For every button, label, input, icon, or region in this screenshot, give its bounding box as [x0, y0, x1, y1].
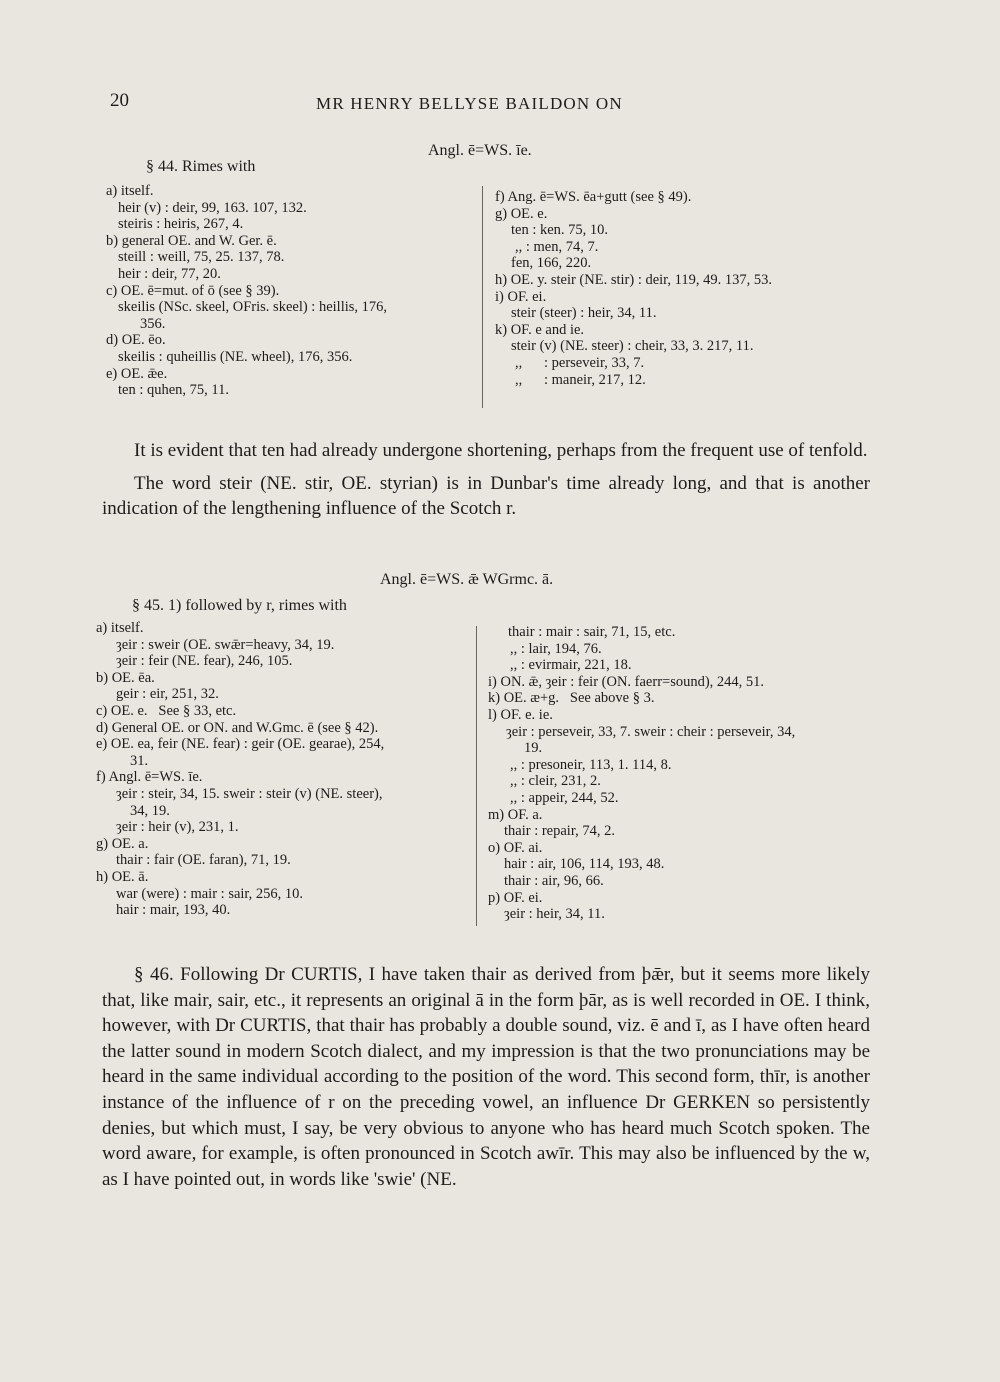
s44-left-line: e) OE. ǣe.: [106, 365, 168, 382]
s45-left-line: 31.: [130, 752, 149, 769]
s45-right-line: ,, : evirmair, 221, 18.: [510, 657, 632, 674]
s45-left-line: 34, 19.: [130, 802, 170, 819]
s45-right-line: ȝeir : perseveir, 33, 7. sweir : cheir : perseveir, 34,: [506, 723, 796, 740]
s45-right-line: i) ON. ǣ, ȝeir : feir (ON. faerr=sound), 244, 51.: [488, 673, 765, 690]
s44-right-line: ,, : maneir, 217, 12.: [515, 371, 646, 388]
s45-header: Angl. ē=WS. ǣ WGrmc. ā.: [380, 571, 554, 588]
s44-right-line: steir (steer) : heir, 34, 11.: [511, 305, 657, 322]
s45-left-line: a) itself.: [96, 620, 144, 636]
s44-right-line: i) OF. ei.: [495, 288, 547, 305]
s45-right-line: thair : mair : sair, 71, 15, etc.: [508, 624, 676, 640]
s44-right-line: fen, 166, 220.: [511, 255, 592, 272]
s44-left-line: d) OE. ēo.: [106, 332, 166, 349]
s44-left-line: c) OE. ē=mut. of ō (see § 39).: [106, 282, 280, 299]
s45-left-line: geir : eir, 251, 32.: [116, 686, 219, 703]
s45-left-line: thair : fair (OE. faran), 71, 19.: [116, 852, 291, 869]
s45-right-line: k) OE. æ+g. See above § 3.: [488, 690, 655, 707]
s44-left-line: skeilis (NSc. skeel, OFris. skeel) : heillis, 176,: [118, 299, 388, 316]
s45-left-column: [96, 620, 384, 919]
s44-right-column: [495, 189, 772, 388]
s45-left-line: ȝeir : sweir (OE. swǣr=heavy, 34, 19.: [116, 636, 335, 653]
s45-right-line: ȝeir : heir, 34, 11.: [504, 906, 605, 923]
s45-right-line: 19.: [524, 740, 543, 757]
s45-right-line: thair : repair, 74, 2.: [504, 823, 615, 840]
s44-left-line: heir (v) : deir, 99, 163. 107, 132.: [118, 199, 307, 216]
s44-right-line: f) Ang. ē=WS. ēa+gutt (see § 49).: [495, 189, 692, 205]
s45-left-line: b) OE. ēa.: [96, 669, 155, 686]
s45-right-column: [488, 624, 795, 923]
s45-right-line: o) OF. ai.: [488, 839, 543, 856]
s44-right-line: steir (v) (NE. steer) : cheir, 33, 3. 217, 11.: [511, 338, 754, 355]
s45-left-line: g) OE. a.: [96, 835, 149, 852]
column-divider: [476, 626, 477, 926]
s44-right-line: ten : ken. 75, 10.: [511, 222, 609, 239]
s44-left-line: a) itself.: [106, 183, 154, 199]
s44-right-line: ,, : perseveir, 33, 7.: [515, 354, 645, 371]
s44-header: Angl. ē=WS. īe.: [428, 142, 532, 159]
s44-left-line: ten : quhen, 75, 11.: [118, 382, 230, 399]
paragraph: It is evident that ten had already undergone shortening, perhaps from the frequent use of tenfold.: [134, 440, 868, 461]
s45-title: § 45. 1) followed by r, rimes with: [132, 597, 347, 614]
s44-left-line: b) general OE. and W. Ger. ē.: [106, 232, 277, 249]
column-divider: [482, 186, 483, 408]
s45-left-line: c) OE. e. See § 33, etc.: [96, 702, 237, 719]
s44-left-line: 356.: [140, 315, 166, 332]
s44-title: § 44. Rimes with: [146, 158, 256, 175]
s44-left-line: skeilis : quheillis (NE. wheel), 176, 356.: [118, 348, 353, 365]
s45-left-line: h) OE. ā.: [96, 868, 149, 885]
section-46-paragraph: [102, 962, 870, 1192]
s44-left-line: steill : weill, 75, 25. 137, 78.: [118, 249, 285, 266]
s45-left-line: ȝeir : heir (v), 231, 1.: [116, 819, 239, 836]
s45-left-line: f) Angl. ē=WS. īe.: [96, 769, 203, 786]
s44-right-line: k) OF. e and ie.: [495, 321, 585, 338]
s45-left-line: ȝeir : feir (NE. fear), 246, 105.: [116, 653, 293, 670]
s45-right-line: thair : air, 96, 66.: [504, 872, 604, 889]
s45-left-line: e) OE. ea, feir (NE. fear) : geir (OE. gearae), 254,: [96, 736, 385, 753]
paragraph: The word steir (NE. stir, OE. styrian) is in Dunbar's time already long, and that is another indication of the lengthening influence of the Scotch r.: [102, 472, 870, 520]
s45-left-line: war (were) : mair : sair, 256, 10.: [116, 885, 304, 902]
s45-right-line: ,, : lair, 194, 76.: [510, 640, 602, 657]
s45-right-line: ,, : cleir, 231, 2.: [510, 773, 601, 790]
page-number: 20: [110, 90, 129, 111]
paragraph: § 46. Following Dr CURTIS, I have taken thair as derived from þǣr, but it seems more likely that, like mair, sair, etc., it represents an original ā in the form þār, as is well recorded in OE. I think, however, with Dr CURTIS, that thair has probably a double sound, viz. ē and ī, as I have often heard the latter sound in modern Scotch dialect, and my impression is that the two pronunciations may be heard in the same individual according to the position of the word. This second form, thīr, is another instance of the influence of r on the preceding vowel, an influence Dr GERKEN so persistently denies, but which must, I say, be very obvious to anyone who has heard much Scotch spoken. The word aware, for example, is often pronounced in Scotch awīr. This may also be influenced by the w, as I have pointed out, in words like 'swie' (NE.: [102, 964, 870, 1190]
s45-right-line: m) OF. a.: [488, 806, 543, 823]
s45-right-line: hair : air, 106, 114, 193, 48.: [504, 856, 665, 873]
s45-right-line: ,, : appeir, 244, 52.: [510, 789, 619, 806]
s45-left-line: ȝeir : steir, 34, 15. sweir : steir (v) (NE. steer),: [116, 785, 383, 802]
s44-right-line: g) OE. e.: [495, 205, 548, 222]
s44-right-line: h) OE. y. steir (NE. stir) : deir, 119, 49. 137, 53.: [495, 271, 773, 288]
s45-right-line: l) OF. e. ie.: [488, 706, 553, 723]
s44-left-column: [106, 183, 387, 399]
s45-left-line: d) General OE. or ON. and W.Gmc. ē (see § 42).: [96, 719, 379, 736]
s45-right-line: ,, : presoneir, 113, 1. 114, 8.: [510, 756, 672, 773]
s44-left-line: heir : deir, 77, 20.: [118, 265, 221, 282]
s45-right-line: p) OF. ei.: [488, 889, 543, 906]
paragraph-ten-steir: [102, 438, 870, 522]
s45-left-line: hair : mair, 193, 40.: [116, 902, 231, 919]
s44-right-line: ,, : men, 74, 7.: [515, 238, 599, 255]
running-head: MR HENRY BELLYSE BAILDON ON: [316, 94, 623, 113]
s44-left-line: steiris : heiris, 267, 4.: [118, 216, 244, 233]
